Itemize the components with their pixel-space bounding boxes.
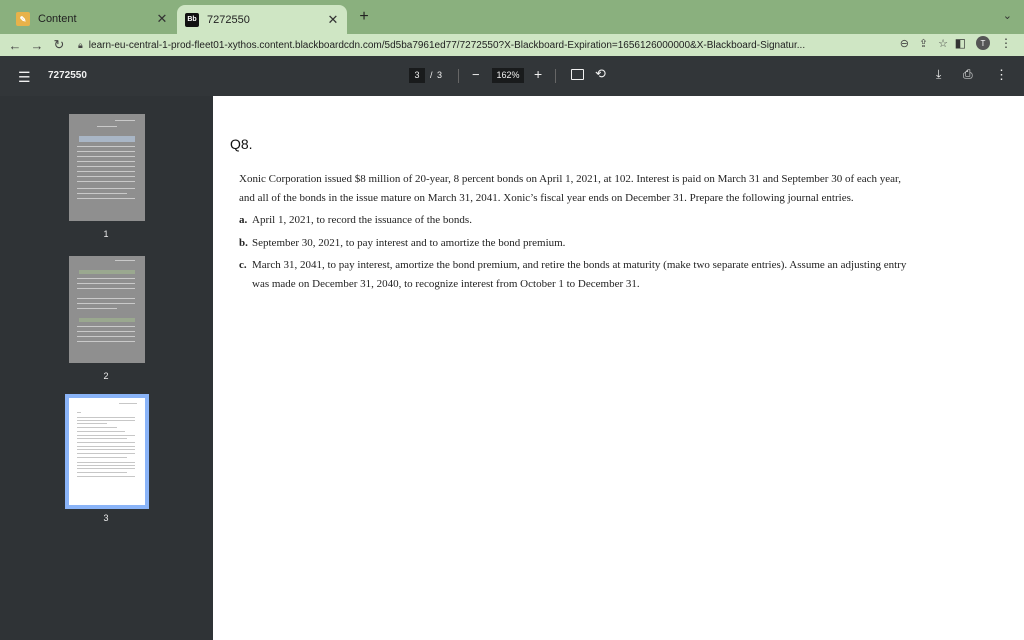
page-thumbnail-2[interactable] — [69, 256, 145, 363]
thumbnail-number: 3 — [103, 513, 109, 523]
list-item — [239, 234, 919, 253]
bookmark-star-icon[interactable]: ☆ — [938, 38, 948, 50]
download-icon[interactable]: ⤓ — [936, 67, 942, 81]
divider — [458, 69, 459, 83]
reload-button[interactable]: ↻ — [53, 37, 65, 52]
menu-icon[interactable]: ☰ — [18, 69, 31, 85]
close-icon[interactable]: ✕ — [327, 11, 339, 27]
thumbnail-number: 2 — [103, 371, 109, 381]
new-tab-button[interactable]: + — [359, 8, 369, 25]
thumbnail-number: 1 — [103, 229, 109, 239]
back-button[interactable]: ← — [8, 37, 22, 53]
item-text: March 31, 2041, to pay interest, amortize the bond premium, and retire the bonds at maturity (make two separate entries). Assume an adjusting entry was made on December 31, 2040, to recognize interest from October 1 to December 31. — [252, 259, 907, 290]
item-label: a. — [239, 214, 248, 226]
share-icon[interactable]: ⇪ — [918, 38, 929, 50]
tab-7272550[interactable] — [177, 5, 347, 34]
avatar[interactable]: T — [976, 36, 990, 50]
thumbnail-sidebar — [0, 96, 213, 640]
address-bar[interactable] — [78, 35, 948, 55]
bb-icon: Bb — [185, 13, 199, 27]
question-body — [239, 170, 919, 293]
lock-icon: 🔒︎ — [78, 39, 83, 50]
url-text[interactable]: learn-eu-central-1-prod-fleet01-xythos.content.blackboardcdn.com/5d5ba7961ed77/7272550?X-Blackboard-Expiration=1656126000000&X-Blackboard-Signatur... — [88, 39, 806, 51]
zoom-level-input[interactable]: 162% — [492, 68, 524, 83]
divider — [555, 69, 556, 83]
zoom-in-button[interactable]: + — [534, 66, 543, 82]
page-number-input[interactable]: 3 — [409, 68, 425, 83]
item-label: c. — [239, 259, 247, 271]
item-text: September 30, 2021, to pay interest and to amortize the bond premium. — [252, 236, 566, 249]
zoom-out-button[interactable]: − — [472, 67, 480, 82]
zoom-icon[interactable]: ⊖ — [899, 38, 909, 50]
question-heading: Q8. — [230, 136, 253, 152]
browser-toolbar — [0, 34, 1024, 56]
chevron-down-icon[interactable]: ⌄ — [1002, 10, 1012, 22]
rotate-icon[interactable]: ⟲ — [595, 66, 606, 81]
page-thumbnail-1[interactable] — [69, 114, 145, 221]
tab-title: 7272550 — [207, 13, 250, 26]
page-thumbnail-3-selected[interactable] — [69, 398, 145, 505]
forward-button[interactable]: → — [30, 37, 44, 53]
print-icon[interactable]: ⎙ — [963, 67, 973, 81]
question-intro: Xonic Corporation issued $8 million of 20-year, 8 percent bonds on April 1, 2021, at 102. Interest is paid on March 31 and September 30 of each year, and all of the bonds in the issue mature on March 31, 2041. Xonic’s fiscal year ends on December 31. Prepare the following journal entries. — [239, 173, 902, 204]
list-item — [239, 211, 919, 230]
content-icon: ✎ — [16, 12, 30, 26]
document-title: 7272550 — [48, 70, 87, 81]
tab-strip — [0, 0, 1024, 34]
list-item — [239, 256, 919, 293]
tab-title: Content — [38, 13, 77, 25]
tab-content[interactable] — [8, 6, 176, 32]
item-text: April 1, 2021, to record the issuance of the bonds. — [252, 214, 472, 226]
pdf-page — [213, 96, 1024, 640]
close-icon[interactable]: ✕ — [156, 11, 168, 26]
side-panel-icon[interactable]: ◧ — [954, 36, 966, 50]
total-pages: 3 — [437, 70, 443, 80]
fit-page-icon[interactable] — [571, 69, 584, 80]
pdf-toolbar — [0, 56, 1024, 96]
more-options-icon[interactable]: ⋮ — [995, 67, 1008, 82]
item-label: b. — [239, 236, 248, 249]
page-separator: / — [430, 70, 433, 80]
kebab-menu-icon[interactable]: ⋮ — [1000, 36, 1012, 50]
